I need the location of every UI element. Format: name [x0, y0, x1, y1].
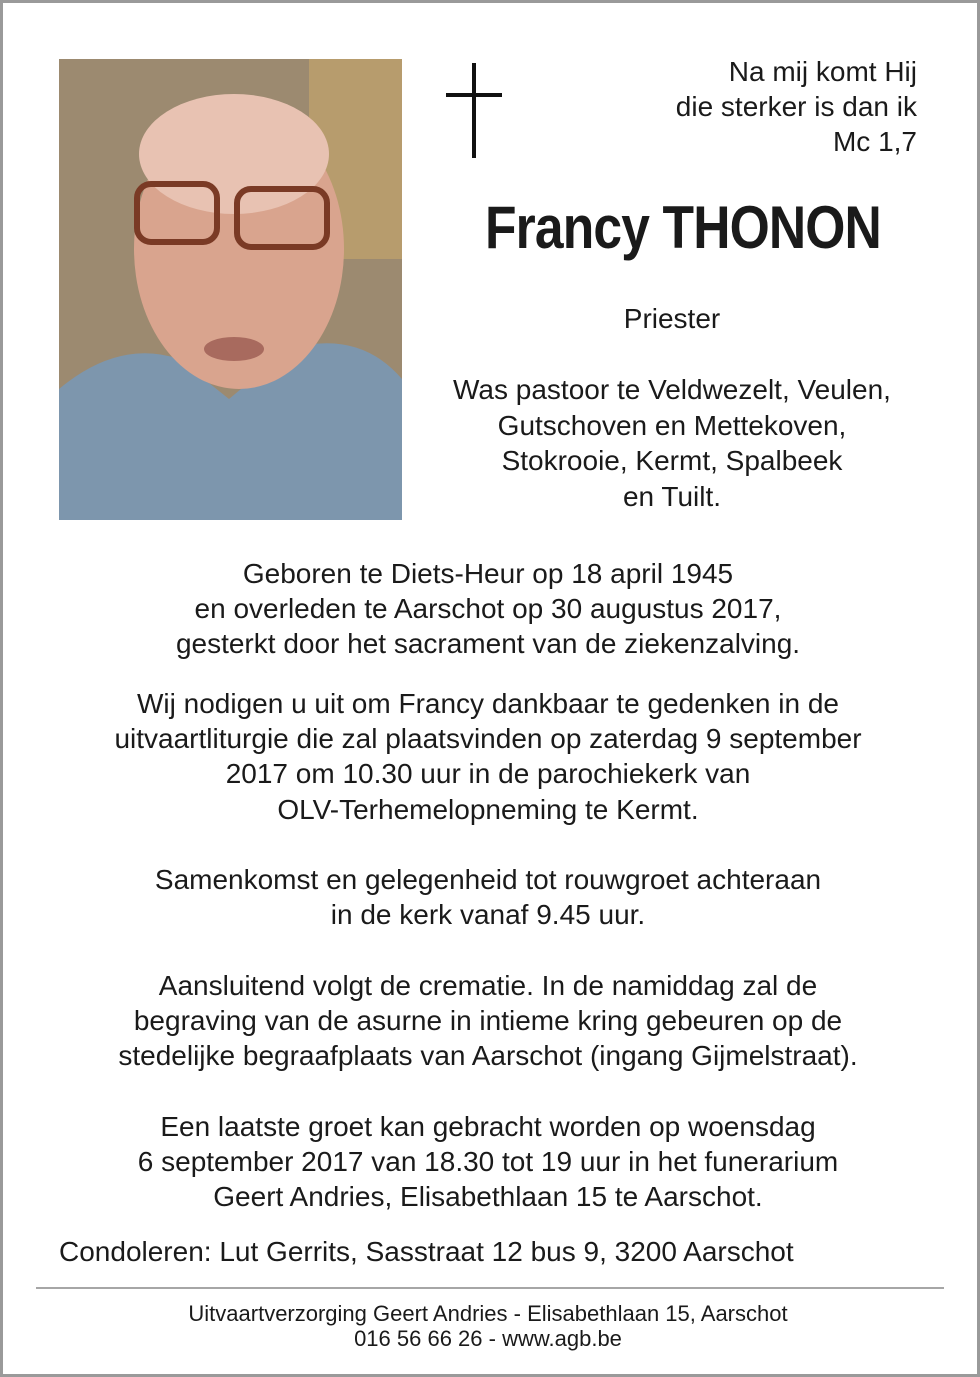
text-line: Stokrooie, Kermt, Spalbeek: [501, 445, 843, 476]
text-line: Aansluitend volgt de crematie. In de namiddag zal de: [158, 970, 818, 1001]
cross-icon: [446, 63, 502, 158]
funeral-home-footer: [40, 1301, 936, 1351]
text-line: stedelijke begraafplaats van Aarschot (ingang Gijmelstraat).: [118, 1040, 858, 1072]
quote-line: Na mij komt Hij: [728, 56, 917, 87]
text-line: gesterkt door het sacrament van de ziekenzalving.: [175, 628, 801, 660]
deceased-name: Francy THONON: [485, 194, 881, 261]
gathering-paragraph: [40, 862, 936, 932]
quote-line: die sterker is dan ik: [675, 91, 917, 122]
funeral-invitation-paragraph: [40, 686, 936, 827]
text-line: en Tuilt.: [622, 480, 722, 512]
text-line: begraving van de asurne in intieme kring gebeuren op de: [133, 1005, 843, 1037]
text-line: en overleden te Aarschot op 30 augustus 2017,: [194, 593, 782, 625]
quote-reference: Mc 1,7: [832, 126, 917, 157]
text-line: uitvaartliturgie die zal plaatsvinden op zaterdag 9 september: [114, 723, 862, 755]
text-line: Gutschoven en Mettekoven,: [497, 409, 847, 441]
text-line: Geboren te Diets-Heur op 18 april 1945: [242, 558, 734, 589]
text-line: Wij nodigen u uit om Francy dankbaar te gedenken in de: [137, 688, 839, 719]
portrait-photo: [59, 59, 402, 520]
last-farewell-paragraph: [40, 1109, 936, 1215]
deceased-role: Priester: [623, 303, 721, 334]
text-line: Geert Andries, Elisabethlaan 15 te Aarschot.: [213, 1181, 763, 1213]
text-line: 2017 om 10.30 uur in de parochiekerk van: [225, 758, 751, 790]
cremation-paragraph: [40, 968, 936, 1074]
footer-contact: 016 56 66 26 - www.agb.be: [354, 1326, 622, 1351]
text-line: Was pastoor te Veldwezelt, Veulen,: [453, 374, 891, 405]
parishes-text: [410, 372, 934, 514]
text-line: 6 september 2017 van 18.30 tot 19 uur in het funerarium: [137, 1146, 839, 1178]
bible-quote: [676, 54, 917, 159]
birth-death-paragraph: [40, 556, 936, 662]
text-line: Samenkomst en gelegenheid tot rouwgroet achteraan: [154, 864, 822, 895]
divider: [36, 1287, 944, 1289]
condolences-address: Condoleren: Lut Gerrits, Sasstraat 12 bus 9, 3200 Aarschot: [59, 1236, 794, 1267]
text-line: OLV-Terhemelopneming te Kermt.: [277, 793, 699, 825]
footer-address: Uitvaartverzorging Geert Andries - Elisabethlaan 15, Aarschot: [188, 1301, 788, 1326]
text-line: in de kerk vanaf 9.45 uur.: [330, 899, 646, 931]
text-line: Een laatste groet kan gebracht worden op woensdag: [160, 1111, 816, 1142]
